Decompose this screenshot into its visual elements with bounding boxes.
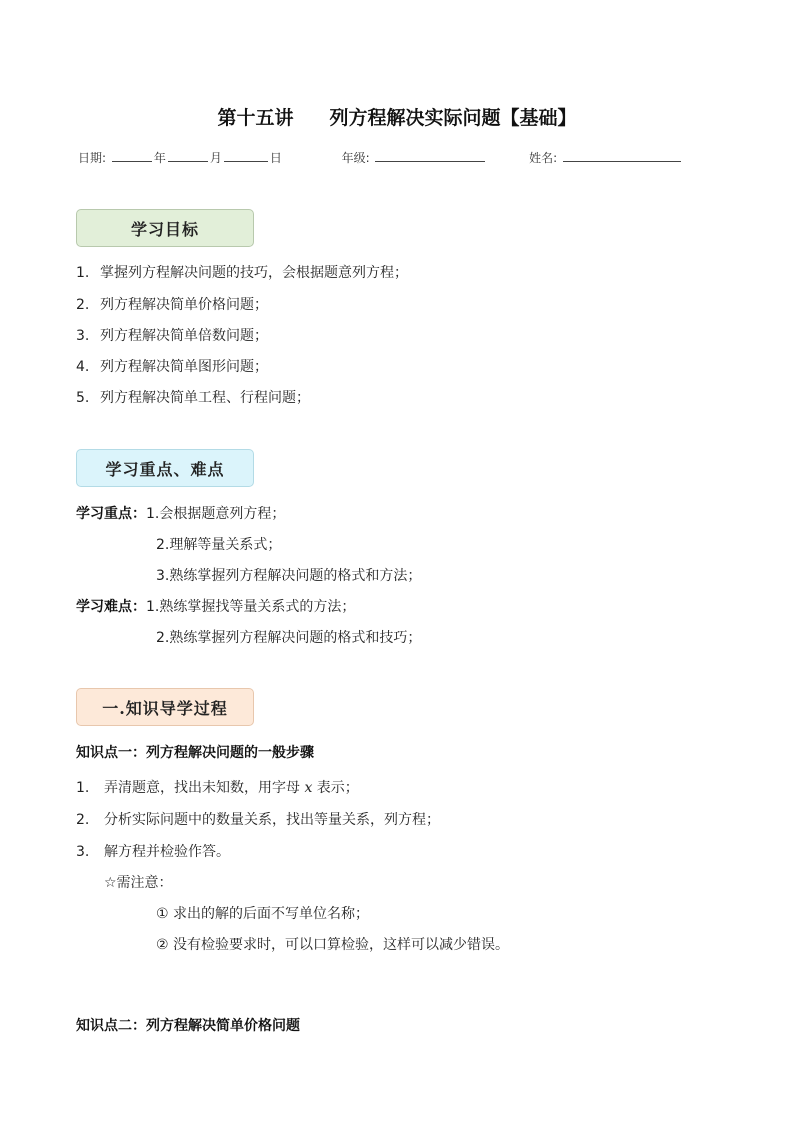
point2-heading: 知识点二：列方程解决简单价格问题	[76, 1018, 300, 1034]
step-item	[76, 841, 230, 861]
item-number: 2.	[76, 297, 90, 313]
hard-label: 学习难点：	[76, 599, 146, 615]
list-item	[76, 325, 268, 345]
year-blank[interactable]	[112, 149, 152, 162]
key-label: 学习重点：	[76, 506, 146, 522]
list-item	[76, 387, 310, 407]
note-item: ① 求出的解的后面不写单位名称；	[156, 906, 370, 922]
day-blank[interactable]	[224, 149, 268, 162]
day-label: 日	[269, 151, 282, 165]
name-blank[interactable]	[563, 149, 681, 162]
note-label: ☆需注意：	[104, 875, 173, 891]
name-label: 姓名:	[529, 151, 558, 165]
item-text: 列方程解决简单图形问题；	[100, 359, 268, 375]
item-text: 列方程解决简单倍数问题；	[100, 328, 268, 344]
item-text: 列方程解决简单价格问题；	[100, 297, 268, 313]
page-title	[0, 103, 794, 130]
note-item: ② 没有检验要求时，可以口算检验，这样可以减少错误。	[156, 937, 509, 953]
section-badge-knowledge	[76, 688, 254, 726]
step-number: 3.	[76, 844, 90, 860]
item-number: 1.	[76, 265, 90, 281]
year-label: 年	[153, 151, 166, 165]
list-item	[76, 356, 268, 376]
step-item	[76, 809, 440, 829]
section-badge-key-points	[76, 449, 254, 487]
key-item: 2.理解等量关系式；	[156, 537, 282, 553]
step-text: 弄清题意，找出未知数，用字母	[104, 780, 305, 796]
month-label: 月	[209, 151, 222, 165]
key-point-row	[76, 503, 285, 523]
hard-item: 1.熟练掌握找等量关系式的方法；	[146, 599, 356, 615]
info-line	[78, 149, 683, 166]
step-text: 分析实际问题中的数量关系，找出等量关系，列方程；	[104, 812, 440, 828]
hard-item: 2.熟练掌握列方程解决问题的格式和技巧；	[156, 630, 422, 646]
key-item: 3.熟练掌握列方程解决问题的格式和方法；	[156, 568, 422, 584]
item-text: 列方程解决简单工程、行程问题；	[100, 390, 310, 406]
lecture-number: 第十五讲	[217, 107, 294, 129]
item-number: 5.	[76, 390, 90, 406]
step-number: 1.	[76, 780, 90, 796]
date-label: 日期:	[78, 151, 107, 165]
item-number: 4.	[76, 359, 90, 375]
lecture-title: 列方程解决实际问题【基础】	[329, 107, 577, 129]
list-item	[76, 262, 408, 282]
section-title: 学习重点、难点	[105, 459, 225, 479]
step-text: 解方程并检验作答。	[104, 844, 230, 860]
step-item	[76, 777, 359, 797]
list-item	[76, 294, 268, 314]
item-text: 掌握列方程解决问题的技巧，会根据题意列方程；	[100, 265, 408, 281]
hard-point-row	[76, 596, 355, 616]
section-title: 一.知识导学过程	[102, 698, 228, 718]
grade-label: 年级:	[341, 151, 370, 165]
step-number: 2.	[76, 812, 90, 828]
step-text-end: 表示；	[312, 780, 359, 796]
month-blank[interactable]	[168, 149, 208, 162]
section-title: 学习目标	[130, 219, 199, 239]
item-number: 3.	[76, 328, 90, 344]
key-item: 1.会根据题意列方程；	[146, 506, 286, 522]
point1-heading: 知识点一：列方程解决问题的一般步骤	[76, 745, 314, 761]
variable-x: x	[304, 780, 313, 796]
grade-blank[interactable]	[375, 149, 485, 162]
section-badge-learning-goals	[76, 209, 254, 247]
